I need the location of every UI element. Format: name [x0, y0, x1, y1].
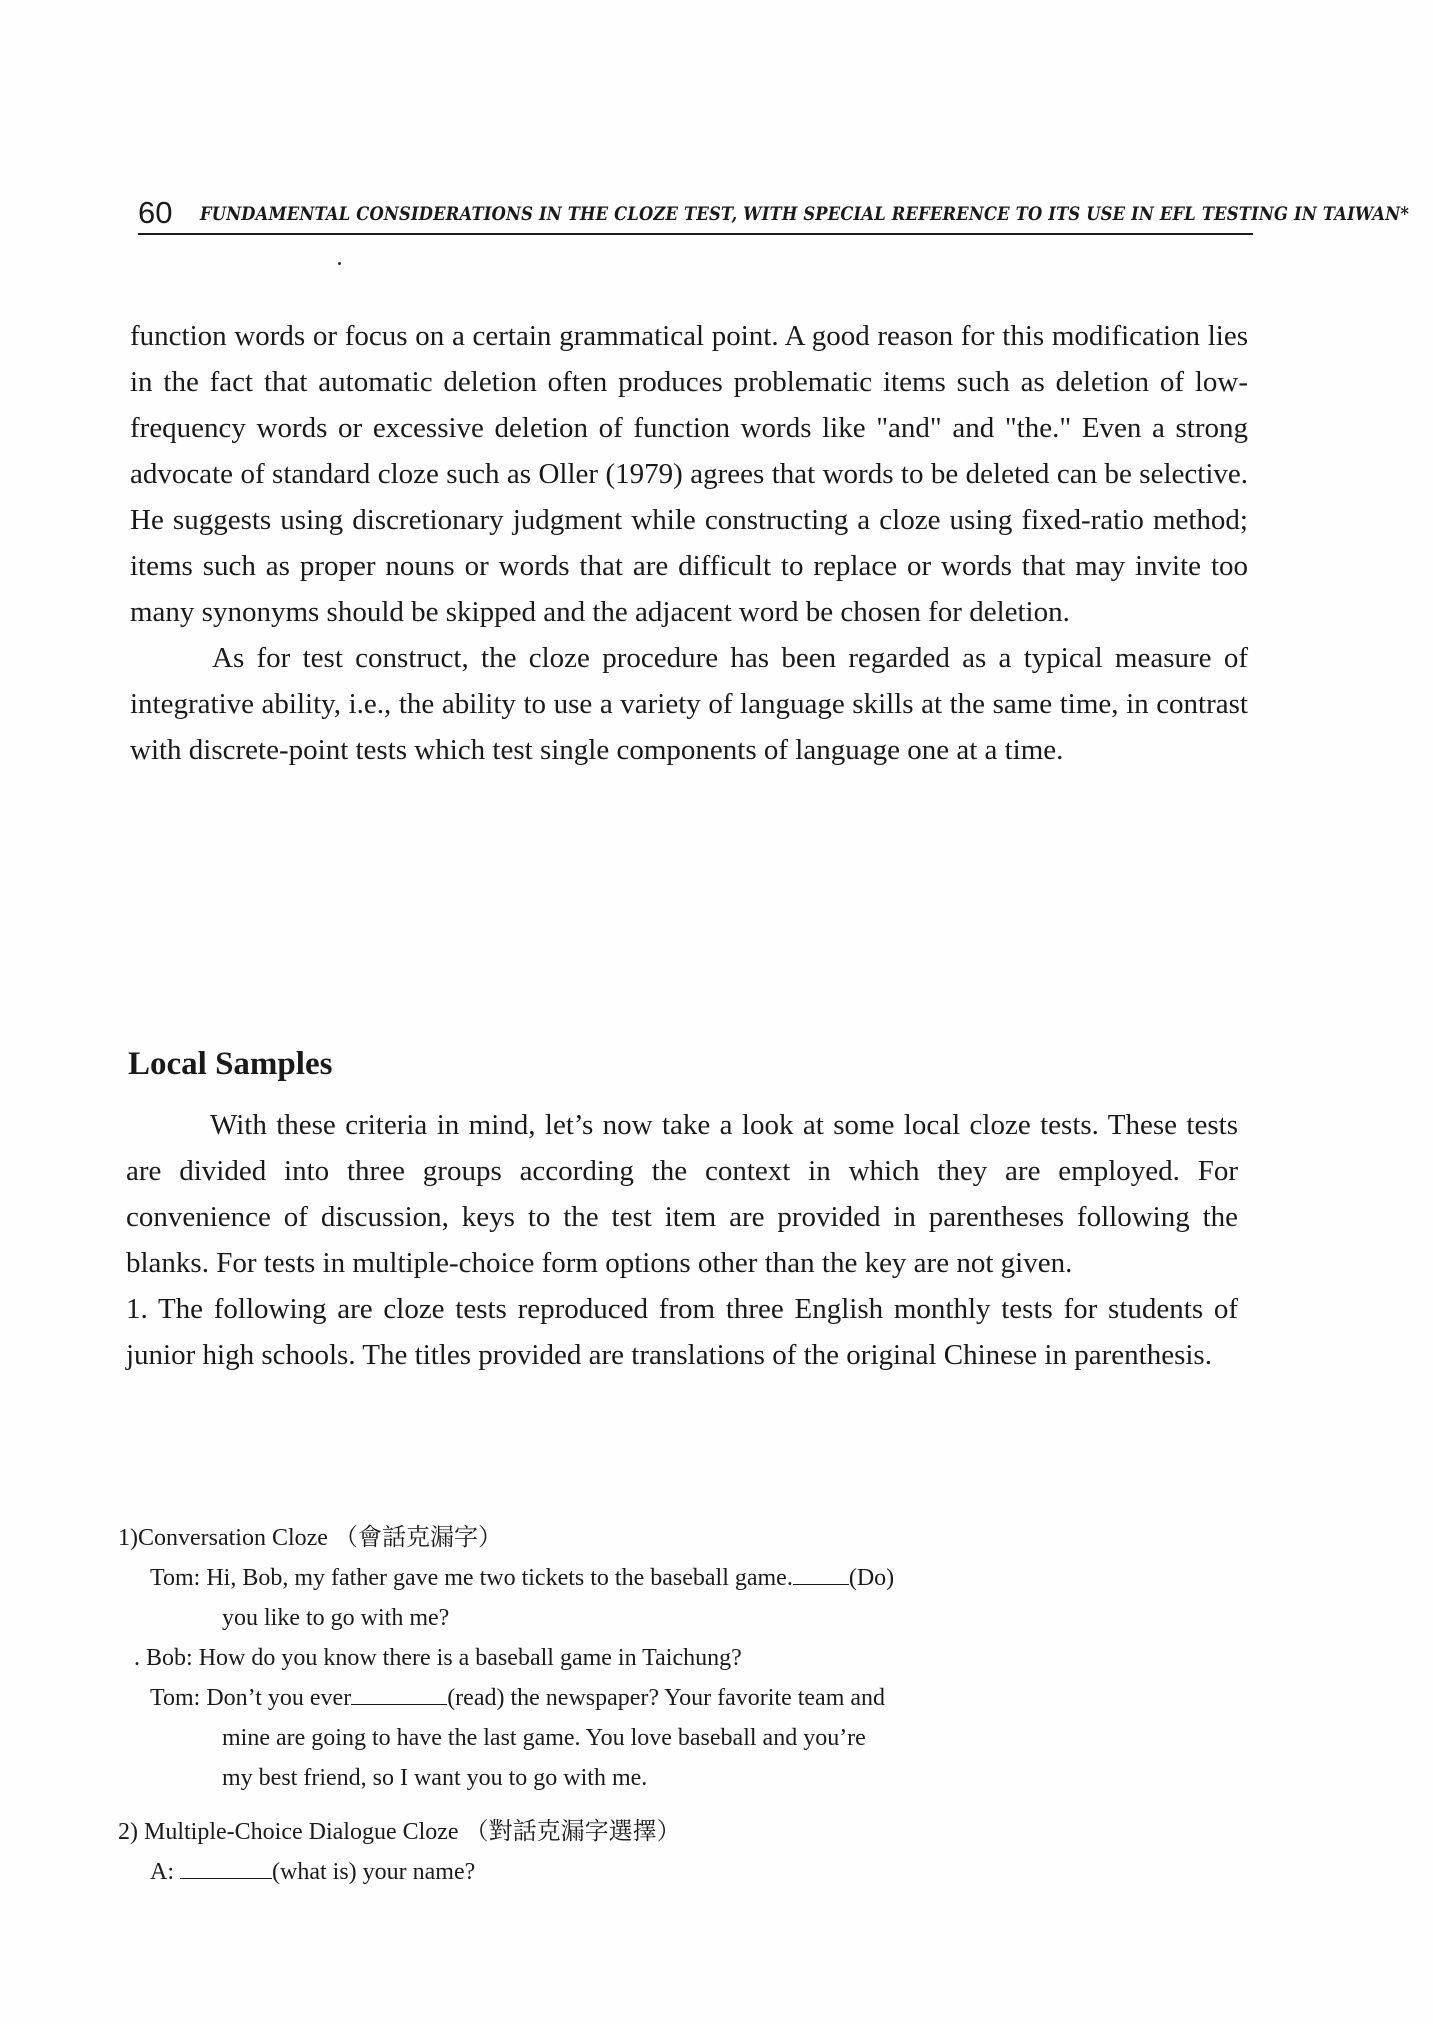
dialogue-line — [150, 1678, 1150, 1718]
dialogue-line — [134, 1638, 1150, 1678]
cloze-blank — [351, 1684, 447, 1705]
speaker-label: A: — [150, 1859, 174, 1885]
paragraph: As for test construct, the cloze procedure has been regarded as a typical measure of integrative ability, i.e., the ability to use a variety of language skills at the same time, in contrast with discrete-point tests which test single components of language one at a time. — [130, 642, 1248, 766]
dialogue-line-continuation: mine are going to have the last game. You love baseball and you’re — [222, 1725, 866, 1751]
cloze-key: (what is) — [272, 1859, 357, 1885]
speck-mark — [338, 262, 341, 265]
paragraph: 1. The following are cloze tests reproduced from three English monthly tests for students of junior high schools. The titles provided are translations of the original Chinese in parenthesis. — [126, 1293, 1238, 1371]
dialogue-text: How do you know there is a baseball game in Taichung? — [198, 1645, 742, 1671]
dialogue-line-continuation: my best friend, so I want you to go with me. — [222, 1765, 648, 1791]
dialogue-block — [134, 1558, 1150, 1798]
running-header — [138, 185, 1410, 235]
dialogue-text: your name? — [356, 1859, 476, 1885]
dialogue-block — [150, 1852, 1150, 1892]
running-title: FUNDAMENTAL CONSIDERATIONS IN THE CLOZE TEST, WITH SPECIAL REFERENCE TO ITS USE IN EFL TESTING IN TAIWAN* — [200, 203, 1410, 225]
paragraph: function words or focus on a certain grammatical point. A good reason for this modification lies in the fact that automatic deletion often produces problematic items such as deletion of low-frequency words or excessive deletion of function words like "and" and "the." Even a strong advocate of standard cloze such as Oller (1979) agrees that words to be deleted can be selective. He suggests using discretionary judgment while constructing a cloze using fixed-ratio method; items such as proper nouns or words that are difficult to replace or words that may invite too many synonyms should be skipped and the adjacent word be chosen for deletion. — [130, 320, 1248, 628]
section-text-block — [126, 1102, 1238, 1378]
speaker-label: Tom: — [150, 1685, 201, 1711]
dialogue-line-continuation: you like to go with me? — [222, 1605, 450, 1631]
section-heading: Local Samples — [128, 1046, 333, 1082]
sample-title: 1)Conversation Cloze （會話克漏字） — [118, 1525, 502, 1551]
cloze-key: (read) — [447, 1685, 505, 1711]
cloze-blank — [180, 1858, 272, 1879]
speaker-label: . Bob: — [134, 1645, 193, 1671]
cloze-key: (Do) — [848, 1565, 895, 1591]
cloze-blank — [793, 1564, 849, 1585]
dialogue-text: the newspaper? Your favorite team and — [504, 1685, 886, 1711]
paragraph: With these criteria in mind, let’s now take a look at some local cloze tests. These tests are divided into three groups according the context in which they are employed. For convenience of discussion, keys to the test item are provided in parentheses following the blanks. For tests in multiple-choice form options other than the key are not given. — [126, 1109, 1238, 1279]
dialogue-text: Don’t you ever — [206, 1685, 352, 1711]
dialogue-line — [150, 1852, 1150, 1892]
dialogue-line — [150, 1558, 1150, 1598]
dialogue-text: Hi, Bob, my father gave me two tickets to the baseball game. — [206, 1565, 793, 1591]
speaker-label: Tom: — [150, 1565, 201, 1591]
body-text-block — [130, 313, 1248, 773]
page-number: 60 — [138, 195, 173, 230]
sample-title: 2) Multiple-Choice Dialogue Cloze （對話克漏字選擇） — [118, 1819, 681, 1845]
